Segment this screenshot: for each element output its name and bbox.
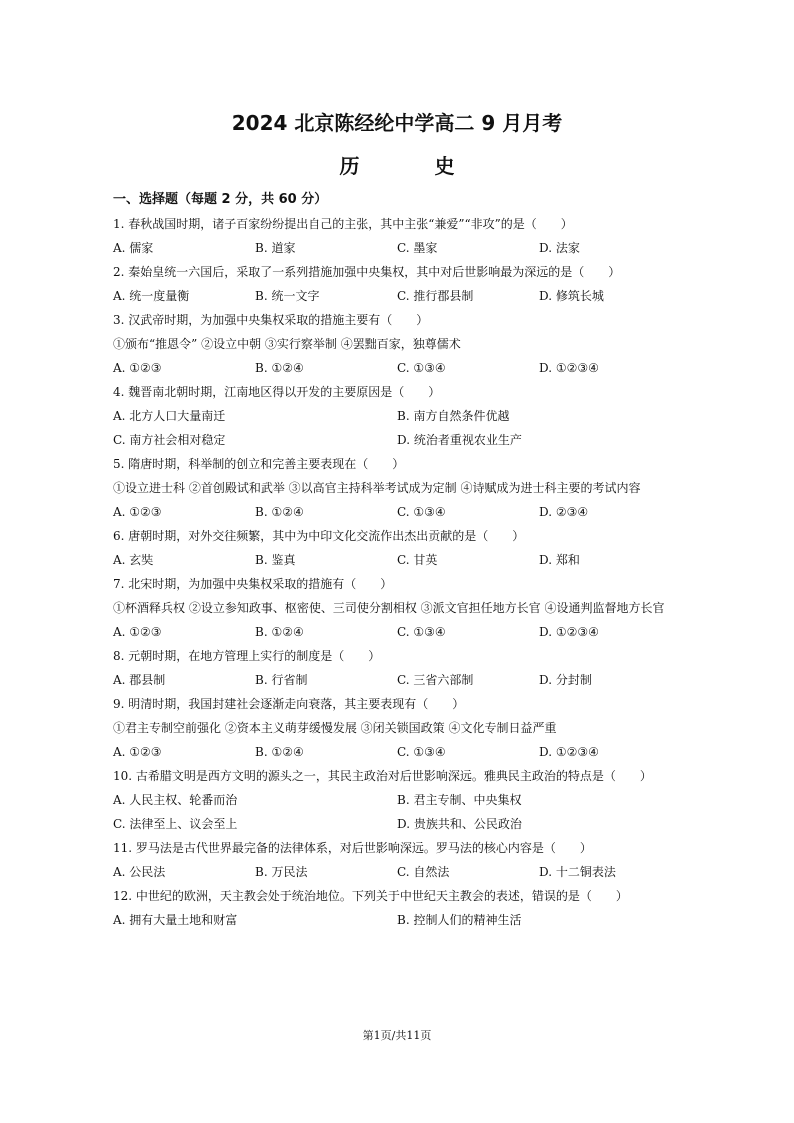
option-a: A. 玄奘 [113, 553, 154, 567]
option-d: D. 分封制 [539, 673, 592, 687]
option-c: C. 墨家 [397, 241, 438, 255]
question-5-statements: ①设立进士科 ②首创殿试和武举 ③以高官主持科举考试成为定制 ④诗赋成为进士科主要的考试内容 [113, 481, 641, 495]
option-c: C. ①③④ [397, 361, 446, 375]
option-b: B. ①②④ [255, 625, 304, 639]
option-c: C. ①③④ [397, 745, 446, 759]
question-9-statements: ①君主专制空前强化 ②资本主义萌芽缓慢发展 ③闭关锁国政策 ④文化专制日益严重 [113, 721, 557, 735]
question-4-stem: 4. 魏晋南北朝时期，江南地区得以开发的主要原因是（ ） [113, 385, 441, 399]
option-a: A. 人民主权、轮番而治 [113, 793, 238, 807]
option-c: C. 三省六部制 [397, 673, 474, 687]
question-7-options [113, 620, 683, 644]
option-a: A. ①②③ [113, 505, 162, 519]
option-b: B. 道家 [255, 241, 296, 255]
option-d: D. 十二铜表法 [539, 865, 616, 879]
option-d: D. 统治者重视农业生产 [397, 433, 522, 447]
exam-title: 2024 北京陈经纶中学高二 9 月月考 [231, 111, 563, 135]
option-b: B. 君主专制、中央集权 [397, 793, 522, 807]
option-d: D. ②③④ [539, 505, 589, 519]
option-c: C. 自然法 [397, 865, 450, 879]
option-d: D. 郑和 [539, 553, 580, 567]
option-a: A. 儒家 [113, 241, 154, 255]
question-3-options [113, 356, 683, 380]
question-11-stem: 11. 罗马法是古代世界最完备的法律体系，对后世影响深远。罗马法的核心内容是（ ） [113, 841, 592, 855]
option-a: A. 公民法 [113, 865, 166, 879]
question-10-stem: 10. 古希腊文明是西方文明的源头之一，其民主政治对后世影响深远。雅典民主政治的特点是（ ） [113, 769, 652, 783]
question-2-stem: 2. 秦始皇统一六国后，采取了一系列措施加强中央集权，其中对后世影响最为深远的是（ ） [113, 265, 621, 279]
option-a: A. ①②③ [113, 625, 162, 639]
option-a: A. 统一度量衡 [113, 289, 190, 303]
question-5-options [113, 500, 683, 524]
option-d: D. 法家 [539, 241, 580, 255]
question-3-statements: ①颁布“推恩令” ②设立中朝 ③实行察举制 ④罢黜百家，独尊儒术 [113, 337, 461, 351]
option-b: B. ①②④ [255, 505, 304, 519]
option-d: D. 修筑长城 [539, 289, 604, 303]
question-list [113, 188, 683, 932]
section-heading: 一、选择题（每题 2 分，共 60 分） [113, 192, 328, 207]
option-b: B. 鉴真 [255, 553, 296, 567]
option-c: C. ①③④ [397, 625, 446, 639]
question-1-options [113, 236, 683, 260]
option-b: B. 南方自然条件优越 [397, 409, 510, 423]
option-d: D. 贵族共和、公民政治 [397, 817, 522, 831]
option-a: A. ①②③ [113, 361, 162, 375]
option-c: C. 甘英 [397, 553, 438, 567]
subject-title: 历 史 [339, 154, 489, 178]
question-9-options [113, 740, 683, 764]
question-3-stem: 3. 汉武帝时期，为加强中央集权采取的措施主要有（ ） [113, 313, 429, 327]
option-b: B. 行省制 [255, 673, 308, 687]
option-b: B. 万民法 [255, 865, 308, 879]
question-8-options [113, 668, 683, 692]
question-7-statements: ①杯酒释兵权 ②设立参知政事、枢密使、三司使分割相权 ③派文官担任地方长官 ④设通判监督地方长官 [113, 601, 665, 615]
question-4-options-row1 [113, 404, 683, 428]
question-4-options-row2 [113, 428, 683, 452]
option-c: C. 法律至上、议会至上 [113, 817, 238, 831]
question-10-options-row2 [113, 812, 683, 836]
question-7-stem: 7. 北宋时期，为加强中央集权采取的措施有（ ） [113, 577, 393, 591]
option-a: A. 北方人口大量南迁 [113, 409, 226, 423]
option-a: A. 郡县制 [113, 673, 166, 687]
question-11-options [113, 860, 683, 884]
option-c: C. 南方社会相对稳定 [113, 433, 226, 447]
question-8-stem: 8. 元朝时期，在地方管理上实行的制度是（ ） [113, 649, 381, 663]
option-c: C. 推行郡县制 [397, 289, 474, 303]
question-2-options [113, 284, 683, 308]
option-b: B. 控制人们的精神生活 [397, 913, 522, 927]
option-b: B. ①②④ [255, 745, 304, 759]
option-d: D. ①②③④ [539, 361, 599, 375]
question-1-stem: 1. 春秋战国时期，诸子百家纷纷提出自己的主张，其中主张“兼爱”“非攻”的是（ ） [113, 217, 573, 231]
option-b: B. 统一文字 [255, 289, 320, 303]
option-b: B. ①②④ [255, 361, 304, 375]
question-12-options-row1 [113, 908, 683, 932]
question-10-options-row1 [113, 788, 683, 812]
option-a: A. 拥有大量土地和财富 [113, 913, 238, 927]
option-a: A. ①②③ [113, 745, 162, 759]
option-d: D. ①②③④ [539, 625, 599, 639]
question-6-stem: 6. 唐朝时期，对外交往频繁，其中为中印文化交流作出杰出贡献的是（ ） [113, 529, 525, 543]
page-number: 第1页/共11页 [362, 1029, 432, 1042]
question-12-stem: 12. 中世纪的欧洲，天主教会处于统治地位。下列关于中世纪天主教会的表述，错误的是（ ） [113, 889, 628, 903]
question-9-stem: 9. 明清时期，我国封建社会逐渐走向衰落，其主要表现有（ ） [113, 697, 465, 711]
question-6-options [113, 548, 683, 572]
option-d: D. ①②③④ [539, 745, 599, 759]
option-c: C. ①③④ [397, 505, 446, 519]
question-5-stem: 5. 隋唐时期，科举制的创立和完善主要表现在（ ） [113, 457, 405, 471]
